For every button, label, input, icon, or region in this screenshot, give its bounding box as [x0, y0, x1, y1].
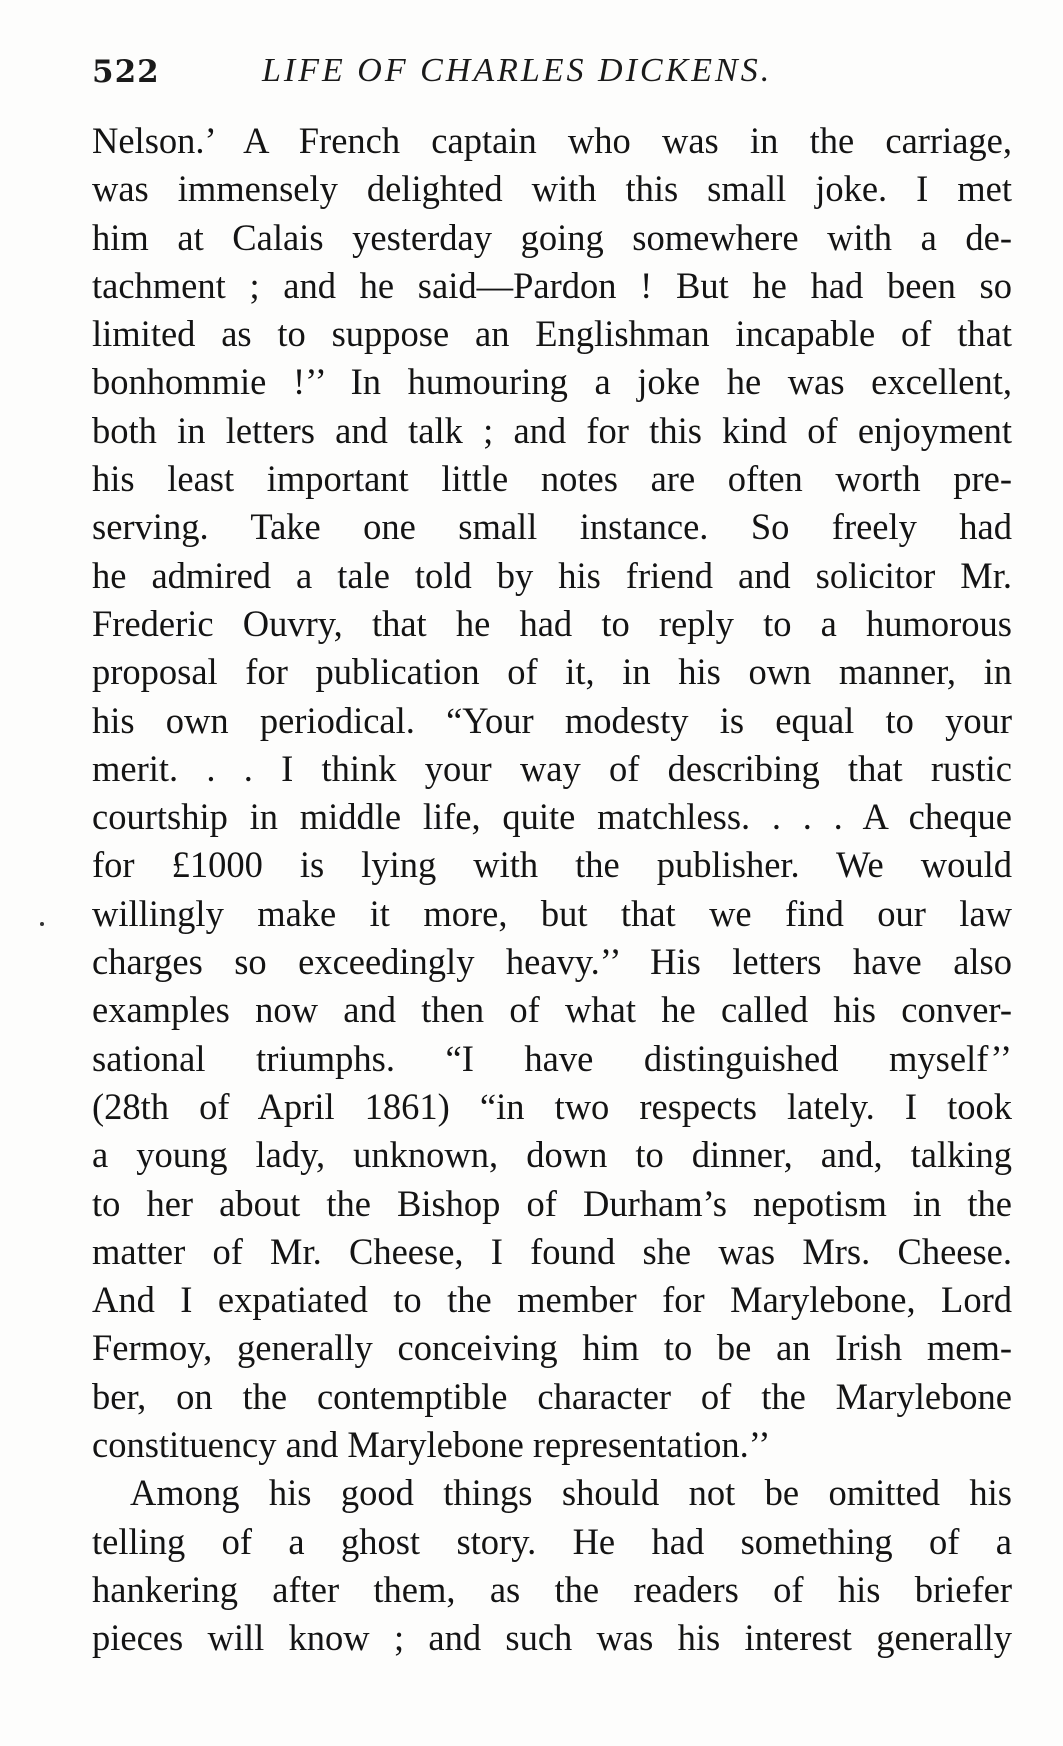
- text-line: sational triumphs. “I have distinguished myself’’: [92, 1037, 1012, 1079]
- text-line: his least important little notes are often worth pre-: [92, 458, 1012, 500]
- text-line: courtship in middle life, quite matchless. . . . A cheque: [92, 796, 1012, 838]
- text-line: examples now and then of what he called his conver-: [92, 989, 1012, 1031]
- page-number: 522: [92, 54, 160, 90]
- text-line: for £1000 is lying with the publisher. We would: [92, 844, 1012, 886]
- text-line: willingly make it more, but that we find our law: [92, 892, 1012, 934]
- text-line: to her about the Bishop of Durham’s nepotism in the: [92, 1182, 1012, 1224]
- text-line: ber, on the contemptible character of the Marylebone: [92, 1375, 1012, 1417]
- text-line: serving. Take one small instance. So freely had: [92, 506, 1012, 548]
- text-line: bonhommie !’’ In humouring a joke he was excellent,: [92, 361, 1012, 403]
- text-line: hankering after them, as the readers of his briefer: [92, 1568, 1012, 1610]
- text-line: telling of a ghost story. He had something of a: [92, 1520, 1012, 1562]
- text-line: tachment ; and he said—Pardon ! But he had been so: [92, 264, 1012, 306]
- text-line: matter of Mr. Cheese, I found she was Mrs. Cheese.: [92, 1230, 1012, 1272]
- page-header: [92, 46, 1012, 96]
- margin-speck: [40, 922, 44, 926]
- text-line: him at Calais yesterday going somewhere with a de-: [92, 216, 1012, 258]
- paragraph-2: [92, 1469, 1012, 1662]
- text-line: he admired a tale told by his friend and solicitor Mr.: [92, 554, 1012, 596]
- text-line: charges so exceedingly heavy.’’ His letters have also: [92, 941, 1012, 983]
- text-line: merit. . . I think your way of describing that rustic: [92, 747, 1012, 789]
- running-title: LIFE OF CHARLES DICKENS.: [262, 52, 773, 89]
- text-line: constituency and Marylebone representation.’’: [92, 1424, 771, 1466]
- text-line: (28th of April 1861) “in two respects lately. I took: [92, 1085, 1012, 1127]
- text-line: Fermoy, generally conceiving him to be an Irish mem-: [92, 1327, 1012, 1369]
- text-line: proposal for publication of it, in his own manner, in: [92, 651, 1012, 693]
- paragraph-1: [92, 117, 1012, 1469]
- text-line: And I expatiated to the member for Marylebone, Lord: [92, 1279, 1012, 1321]
- text-line: was immensely delighted with this small joke. I met: [92, 168, 1012, 210]
- text-line: limited as to suppose an Englishman incapable of that: [92, 313, 1012, 355]
- text-line: Nelson.’ A French captain who was in the carriage,: [92, 120, 1012, 161]
- text-line: Frederic Ouvry, that he had to reply to a humorous: [92, 602, 1012, 644]
- text-line: a young lady, unknown, down to dinner, and, talking: [92, 1134, 1012, 1176]
- text-line: Among his good things should not be omitted his: [130, 1472, 1012, 1514]
- body-text: [92, 117, 1012, 1663]
- text-line: his own periodical. “Your modesty is equal to your: [92, 699, 1012, 741]
- text-line: both in letters and talk ; and for this kind of enjoyment: [92, 409, 1012, 451]
- text-line: pieces will know ; and such was his interest generally: [92, 1617, 1012, 1659]
